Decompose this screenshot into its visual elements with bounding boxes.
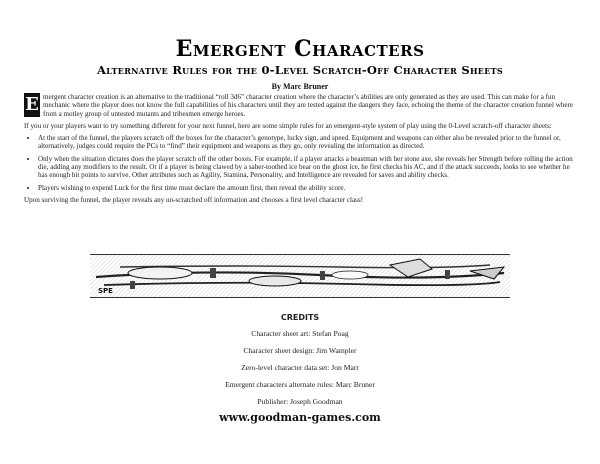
weapons-drawing bbox=[90, 255, 510, 297]
credit-line: Publisher: Joseph Goodman bbox=[257, 397, 343, 406]
artist-signature: SPE bbox=[98, 287, 113, 295]
credit-line: Character sheet art: Stefan Poag bbox=[251, 329, 349, 338]
rules-list bbox=[24, 134, 576, 192]
rule-item: • Players wishing to expend Luck for the first time must declare the amount first, then reveal the ability score. bbox=[38, 184, 576, 192]
closing-paragraph: Upon surviving the funnel, the player reveals any un-scratched off information and chooses a first level character class! bbox=[24, 195, 364, 204]
lead-in-paragraph: If you or your players want to try something different for your next funnel, here are some simple rules for an emergent-style system of play using the 0-Level scratch-off character sheets: bbox=[24, 121, 552, 130]
credit-line: Character sheet design: Jim Wampler bbox=[243, 346, 357, 355]
credits-heading: CREDITS bbox=[280, 313, 320, 322]
intro-text: mergent character creation is an alternative to the traditional “roll 3d6” character creation where the character’s abilities are only generated as they are used. This can make for a fun mechanic where the player does not know the full capabilities of his characters until they are tested against the dangers they face, echoing the theme of the character creation funnel where from a motley group of untested mutants and tribesmen emerge heroes. bbox=[43, 93, 574, 118]
weapons-illustration bbox=[90, 254, 510, 298]
rule-item: • Only when the situation dictates does the player scratch off the other boxes. For example, if a player attacks a beastman with her stone axe, she reveals her Strength before rolling the action die, adding any modifiers to the result. Or if a player is being clawed by a saber-toothed ice bear on the ghost ice, he first checks his AC, and if the attack succeeds, looks to see whether he has enough hit points to survive. Other attributes such as Agility, Stamina, Personality, and Intelligence are revealed for saves and ability checks. bbox=[38, 155, 576, 180]
intro-paragraph bbox=[24, 93, 576, 118]
credit-line: Zero-level character data set: Jon Marr bbox=[241, 363, 359, 372]
credits-section bbox=[0, 313, 600, 414]
article-body bbox=[24, 93, 576, 208]
website-link[interactable]: www.goodman-games.com bbox=[219, 411, 381, 424]
document-subtitle: Alternative Rules for the 0-Level Scratch-Off Character Sheets bbox=[97, 63, 503, 77]
drop-cap: E bbox=[25, 94, 39, 115]
credit-line: Emergent characters alternate rules: Marc Bruner bbox=[225, 380, 375, 389]
rule-item: • At the start of the funnel, the players scratch off the boxes for the character’s genotype, lucky sign, and speed. Equipment and weapons can either also be revealed prior to the funnel or, alternatively, judges could require the PCs to “find” their equipment and weapons as they go, only revealing the information as directed. bbox=[38, 134, 576, 151]
author-byline: By Marc Bruner bbox=[271, 82, 329, 91]
document-title: Emergent Characters bbox=[175, 36, 425, 62]
